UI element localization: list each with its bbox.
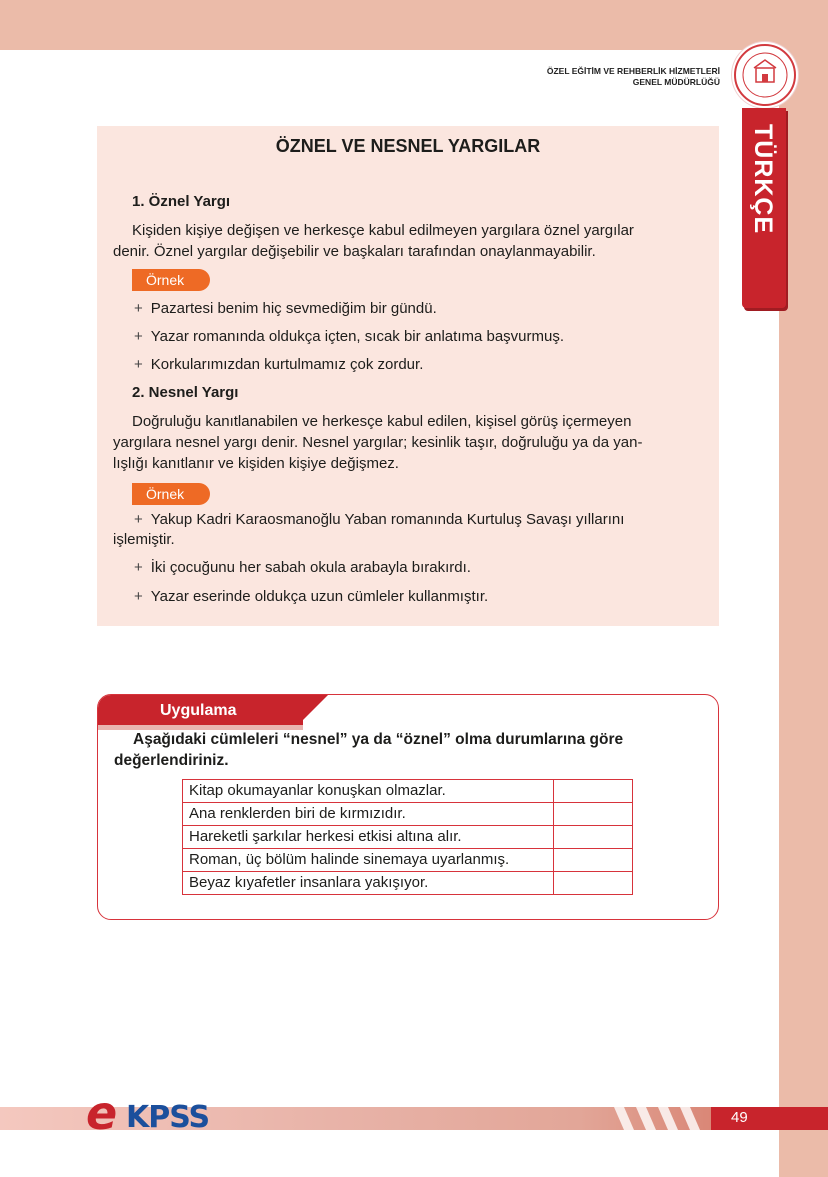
table-row: [183, 849, 633, 872]
sentence-cell: Ana renklerden biri de kırmızıdır.: [183, 803, 554, 826]
footer-stripes-icon: [606, 1107, 716, 1130]
exercise-tab-tip: [298, 695, 328, 725]
section2-text-line2: yargılara nesnel yargı denir. Nesnel yargılar; kesinlik taşır, doğruluğu ya da yan-: [113, 434, 643, 451]
plus-icon: +: [134, 328, 143, 345]
answer-cell[interactable]: [554, 872, 633, 895]
exercise-instruction-line2: değerlendiriniz.: [114, 752, 229, 769]
answer-cell[interactable]: [554, 826, 633, 849]
answer-cell[interactable]: [554, 780, 633, 803]
example-text-continuation: işlemiştir.: [113, 531, 175, 548]
sentence-cell: Hareketli şarkılar herkesi etkisi altına alır.: [183, 826, 554, 849]
sentence-cell: Beyaz kıyafetler insanlara yakışıyor.: [183, 872, 554, 895]
example-text: Yakup Kadri Karaosmanoğlu Yaban romanında Kurtuluş Savaşı yıllarını: [150, 511, 625, 528]
exercise-instruction-line1: Aşağıdaki cümleleri “nesnel” ya da “öznel” olma durumlarına göre: [133, 731, 624, 748]
ministry-line1: ÖZEL EĞİTİM VE REHBERLİK HİZMETLERİ: [546, 66, 720, 76]
section1-heading: 1. Öznel Yargı: [132, 193, 231, 210]
ministry-header: [547, 66, 720, 88]
exercise-panel: [97, 694, 719, 920]
example-label: Örnek: [132, 483, 210, 505]
logo-letter: e: [86, 1086, 118, 1140]
list-item: [134, 586, 488, 608]
exercise-table: [182, 779, 633, 895]
list-item: [134, 557, 471, 579]
subject-label: TÜRKÇE: [749, 124, 777, 235]
list-item: [134, 509, 624, 531]
exercise-tab: [98, 695, 303, 725]
example-label: Örnek: [132, 269, 210, 291]
example-text: Korkularımızdan kurtulmamız çok zordur.: [150, 356, 424, 373]
sentence-cell: Roman, üç bölüm halinde sinemaya uyarlanmış.: [183, 849, 554, 872]
lesson-panel: [97, 126, 719, 626]
table-row: [183, 803, 633, 826]
ministry-seal-logo: [732, 42, 798, 108]
page-number-badge: [711, 1107, 828, 1130]
subject-tab: [742, 108, 786, 308]
table-row: [183, 780, 633, 803]
table-row: [183, 872, 633, 895]
logo-text: KPSS: [126, 1100, 210, 1135]
table-row: [183, 826, 633, 849]
plus-icon: +: [134, 588, 143, 605]
section1-text-line2: denir. Öznel yargılar değişebilir ve başkaları tarafından onaylanmayabilir.: [113, 243, 596, 260]
right-decorative-band: [779, 0, 828, 1177]
plus-icon: +: [134, 356, 143, 373]
section2-text-line3: lışlığı kanıtlanır ve kişiden kişiye değişmez.: [113, 455, 399, 472]
exercise-tab-label: Uygulama: [160, 702, 237, 719]
plus-icon: +: [134, 300, 143, 317]
answer-cell[interactable]: [554, 803, 633, 826]
section2-text-line1: Doğruluğu kanıtlanabilen ve herkesçe kabul edilen, kişisel görüş içermeyen: [132, 413, 632, 430]
example-text: Pazartesi benim hiç sevmediğim bir gündü.: [150, 300, 437, 317]
sentence-cell: Kitap okumayanlar konuşkan olmazlar.: [183, 780, 554, 803]
answer-cell[interactable]: [554, 849, 633, 872]
page-number: 49: [731, 1109, 748, 1126]
list-item: [134, 298, 437, 320]
example-text: Yazar romanında oldukça içten, sıcak bir anlatıma başvurmuş.: [150, 328, 565, 345]
example-text: Yazar eserinde oldukça uzun cümleler kullanmıştır.: [150, 588, 489, 605]
list-item: [134, 354, 423, 376]
top-decorative-band: [0, 0, 828, 50]
example-text: İki çocuğunu her sabah okula arabayla bırakırdı.: [150, 559, 471, 576]
section2-heading: 2. Nesnel Yargı: [132, 384, 239, 401]
list-item: [134, 326, 564, 348]
plus-icon: +: [134, 511, 143, 528]
lesson-title: ÖZNEL VE NESNEL YARGILAR: [275, 136, 541, 156]
plus-icon: +: [134, 559, 143, 576]
ekpss-logo: [86, 1078, 236, 1138]
section1-text-line1: Kişiden kişiye değişen ve herkesçe kabul edilmeyen yargılara öznel yargılar: [132, 222, 634, 239]
ministry-line2: GENEL MÜDÜRLÜĞÜ: [632, 77, 720, 87]
